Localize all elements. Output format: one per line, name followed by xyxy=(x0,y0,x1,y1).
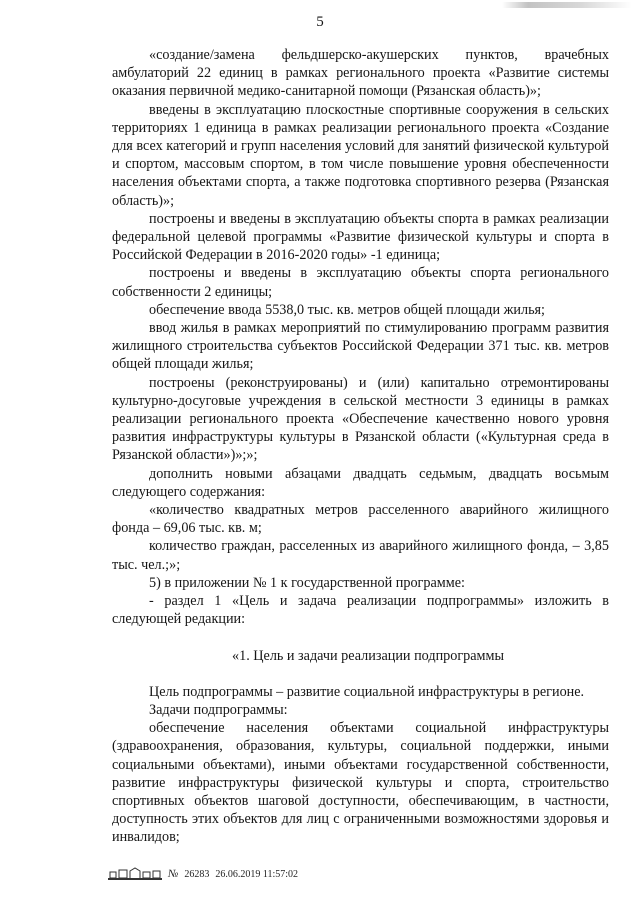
paragraph-1: «создание/замена фельдшерско-акушерских пунктов, врачебных амбулаторий 22 единиц в рамках регионального проекта «Развитие системы оказания первичной медико-санитарной помощи (Рязанская область)»; xyxy=(112,47,609,100)
section-heading: «1. Цель и задачи реализации подпрограммы xyxy=(232,647,505,664)
paragraph-2: введены в эксплуатацию плоскостные спортивные сооружения в сельских территориях 1 единица в рамках реализации регионального проекта «Создание для всех категорий и групп населения условий для занятий физической культурой и спортом, массовым спортом, в том числе повышение уровня обеспеченности населения объектами спорта, а также подготовка спортивного резерва (Рязанская область)»; xyxy=(112,101,609,209)
paragraph-3: построены и введены в эксплуатацию объекты спорта в рамках реализации федеральной целевой программы «Развитие физической культуры и спорта в Российской Федерации в 2016-2020 годы» -1 единица; xyxy=(112,210,609,264)
document-number-sign: № xyxy=(168,868,179,880)
section-paragraph-2: Задачи подпрограммы: xyxy=(149,701,288,718)
document-id: 26283 xyxy=(184,868,210,880)
registry-logo-icon xyxy=(108,867,162,881)
document-footer xyxy=(108,866,298,882)
paragraph-5: обеспечение ввода 5538,0 тыс. кв. метров общей площади жилья; xyxy=(149,301,546,318)
document-timestamp: 26.06.2019 11:57:02 xyxy=(215,868,299,880)
page-number: 5 xyxy=(316,14,324,30)
paragraph-7: построены (реконструированы) и (или) капитально отремонтированы культурно-досуговые учреждения в сельской местности 3 единицы в рамках реализации регионального проекта «Обеспечение качественно нового уровня развития инфраструктуры культуры в Рязанской области («Культурная среда в Рязанской области»)»;»; xyxy=(112,374,609,464)
section-paragraph-3: обеспечение населения объектами социальной инфраструктуры (здравоохранения, образования, культуры, социальной поддержки, иными социальными объектами), иными объектами государственной собственности, развитие инфраструктуры физической культуры и спорта, строительство спортивных объектов шаговой доступности, обеспечивающим, в частности, доступность этих объектов для лиц с ограниченными возможностями здоровья и инвалидов; xyxy=(112,720,609,846)
paragraph-11: 5) в приложении № 1 к государственной программе: xyxy=(149,574,465,591)
paragraph-10: количество граждан, расселенных из аварийного жилищного фонда, – 3,85 тыс. чел.;»; xyxy=(112,538,609,573)
paragraph-8: дополнить новыми абзацами двадцать седьмым, двадцать восьмым следующего содержания: xyxy=(112,465,609,500)
paragraph-6: ввод жилья в рамках мероприятий по стимулированию программ развития жилищного строительства субъектов Российской Федерации 371 тыс. кв. метров общей площади жилья; xyxy=(112,320,609,373)
paragraph-4: построены и введены в эксплуатацию объекты спорта регионального собственности 2 единицы; xyxy=(112,265,609,300)
paragraph-12: - раздел 1 «Цель и задача реализации подпрограммы» изложить в следующей редакции: xyxy=(112,593,609,628)
scan-artifact xyxy=(502,2,632,8)
section-paragraph-1: Цель подпрограммы – развитие социальной инфраструктуры в регионе. xyxy=(149,683,585,700)
document-body xyxy=(112,46,609,847)
paragraph-9: «количество квадратных метров расселенного аварийного жилищного фонда – 69,06 тыс. кв. м; xyxy=(112,502,609,537)
